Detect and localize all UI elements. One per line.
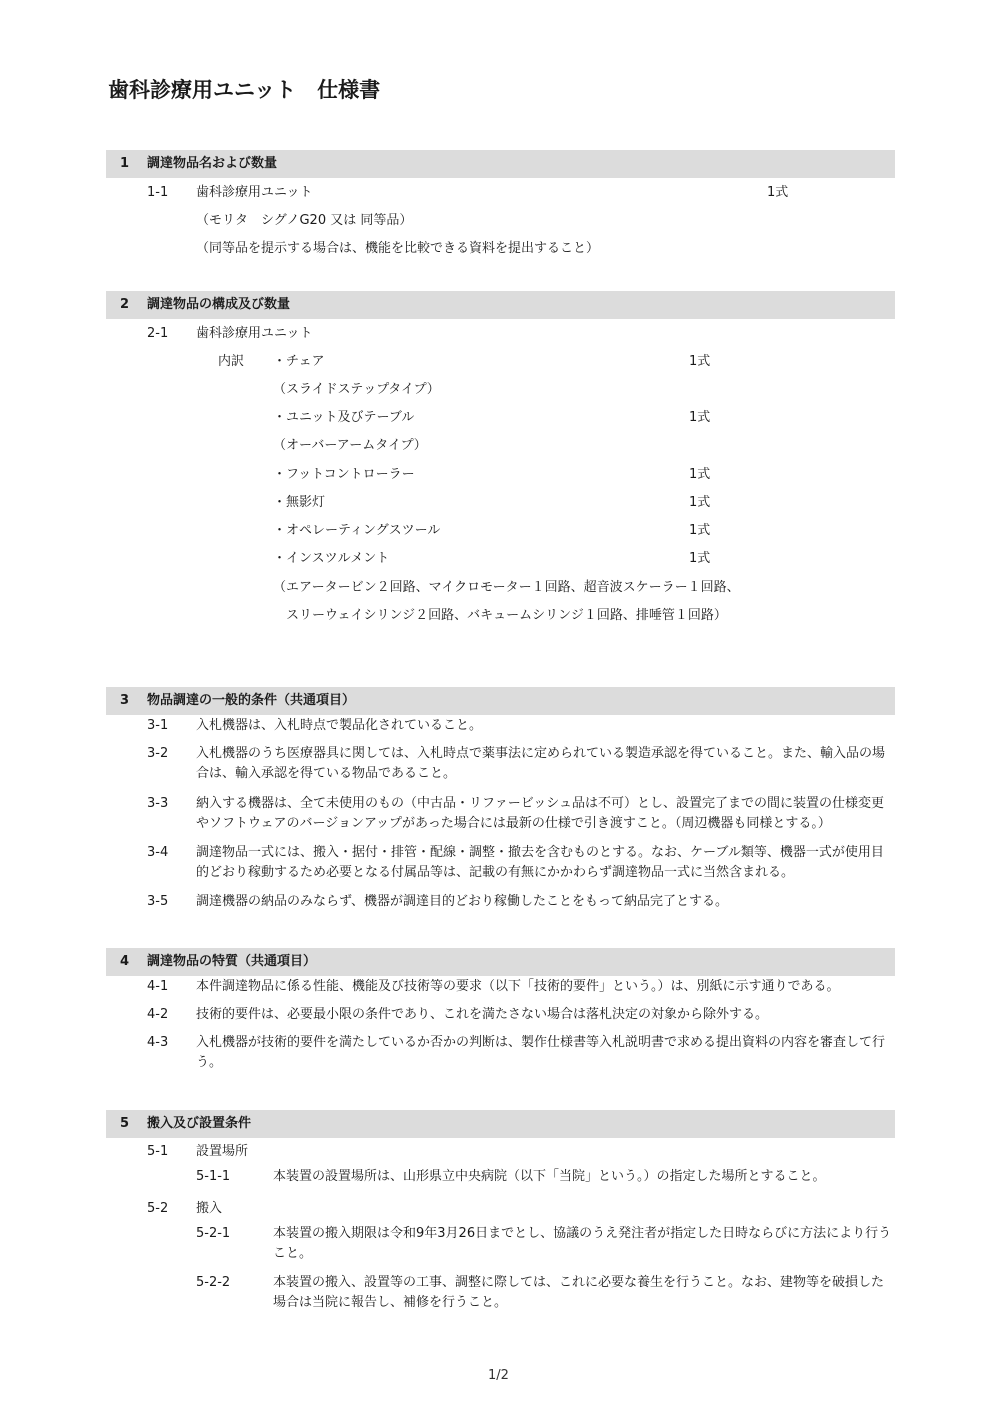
component-name: ・フットコントローラー	[273, 467, 415, 482]
component-name: ・インスツルメント	[273, 551, 390, 566]
clause-number: 4-2	[147, 1007, 169, 1022]
page-number: 1/2	[488, 1368, 509, 1383]
clause-text: 本件調達物品に係る性能、機能及び技術等の要求（以下「技術的要件」という。）は、別紙に示す通りである。	[196, 979, 840, 994]
section-number: 2	[120, 297, 130, 312]
subsection-number: 5-1	[147, 1144, 169, 1159]
component-quantity: 1式	[689, 354, 711, 369]
section-header-1	[106, 150, 895, 178]
section-title: 物品調達の一般的条件（共通項目）	[147, 693, 356, 708]
clause-number: 4-1	[147, 979, 169, 994]
section-number: 4	[120, 954, 130, 969]
clause-number: 3-1	[147, 718, 169, 733]
clause-number: 4-3	[147, 1035, 169, 1050]
clause-number: 5-2-1	[196, 1226, 231, 1241]
item-note: （モリタ シグノG20 又は 同等品）	[196, 213, 413, 228]
subsection-title: 設置場所	[196, 1144, 249, 1159]
item-note: （同等品を提示する場合は、機能を比較できる資料を提出すること）	[196, 241, 600, 256]
clause-text: 納入する機器は、全て未使用のもの（中古品・リファービッシュ品は不可）とし、設置完了までの間に装置の仕様変更やソフトウェアのバージョンアップがあった場合には最新の仕様で引き渡すこと。（周辺機器も同様とする。）	[196, 796, 884, 831]
component-name: ・無影灯	[273, 495, 326, 510]
section-header-2	[106, 291, 895, 319]
section-header-4	[106, 948, 895, 976]
section-number: 3	[120, 693, 130, 708]
clause-number: 3-4	[147, 845, 169, 860]
component-note: （スライドステップタイプ）	[273, 382, 440, 397]
subsection-number: 5-2	[147, 1201, 169, 1216]
section-number: 1	[120, 156, 130, 171]
document-title: 歯科診療用ユニット 仕様書	[108, 78, 381, 102]
item-quantity: 1式	[767, 185, 789, 200]
clause-text: 本装置の搬入、設置等の工事、調整に際しては、これに必要な養生を行うこと。なお、建物等を破損した場合は当院に報告し、補修を行うこと。	[273, 1275, 885, 1310]
component-quantity: 1式	[689, 523, 711, 538]
clause-text: 調達物品一式には、搬入・据付・排管・配線・調整・撤去を含むものとする。なお、ケーブル類等、機器一式が使用目的どおり稼動するため必要となる付属品等は、記載の有無にかかわらず調達物品一式に当然含まれる。	[196, 845, 884, 880]
clause-number: 3-5	[147, 894, 169, 909]
item-number: 1-1	[147, 185, 169, 200]
clause-number: 5-1-1	[196, 1169, 231, 1184]
component-name: ・ユニット及びテーブル	[273, 410, 415, 425]
clause-number: 5-2-2	[196, 1275, 231, 1290]
clause-text: 技術的要件は、必要最小限の条件であり、これを満たさない場合は落札決定の対象から除外する。	[196, 1007, 769, 1022]
component-name: ・チェア	[273, 354, 325, 369]
clause-text: 入札機器は、入札時点で製品化されていること。	[196, 718, 483, 733]
section-header-3	[106, 687, 895, 715]
component-note: （エアータービン２回路、マイクロモーター１回路、超音波スケーラー１回路、	[273, 580, 740, 595]
clause-text: 入札機器が技術的要件を満たしているか否かの判断は、製作仕様書等入札説明書で求める提出資料の内容を審査して行う。	[196, 1035, 886, 1070]
component-quantity: 1式	[689, 467, 711, 482]
section-title: 調達物品の特質（共通項目）	[147, 954, 317, 969]
clause-number: 3-2	[147, 746, 169, 761]
clause-number: 3-3	[147, 796, 169, 811]
clause-text: 本装置の設置場所は、山形県立中央病院（以下「当院」という。）の指定した場所とすること。	[273, 1169, 826, 1184]
component-quantity: 1式	[689, 551, 711, 566]
component-quantity: 1式	[689, 495, 711, 510]
breakdown-label: 内訳	[218, 354, 245, 369]
section-title: 調達物品名および数量	[147, 156, 278, 171]
subsection-title: 搬入	[196, 1201, 223, 1216]
item-name: 歯科診療用ユニット	[196, 326, 313, 341]
clause-text: 本装置の搬入期限は令和9年3月26日までとし、協議のうえ発注者が指定した日時ならびに方法により行うこと。	[273, 1226, 892, 1261]
item-name: 歯科診療用ユニット	[196, 185, 313, 200]
section-title: 調達物品の構成及び数量	[147, 297, 291, 312]
clause-text: 調達機器の納品のみならず、機器が調達目的どおり稼働したことをもって納品完了とする。	[196, 894, 728, 909]
section-number: 5	[120, 1116, 130, 1131]
component-name: ・オペレーティングスツール	[273, 523, 441, 538]
section-header-5	[106, 1110, 895, 1138]
clause-text: 入札機器のうち医療器具に関しては、入札時点で薬事法に定められている製造承認を得ていること。また、輸入品の場合は、輸入承認を得ている物品であること。	[196, 746, 886, 781]
item-number: 2-1	[147, 326, 169, 341]
component-note: スリーウェイシリンジ２回路、バキュームシリンジ１回路、排唾管１回路）	[273, 608, 727, 623]
section-title: 搬入及び設置条件	[147, 1116, 252, 1131]
component-note: （オーバーアームタイプ）	[273, 438, 427, 453]
component-quantity: 1式	[689, 410, 711, 425]
